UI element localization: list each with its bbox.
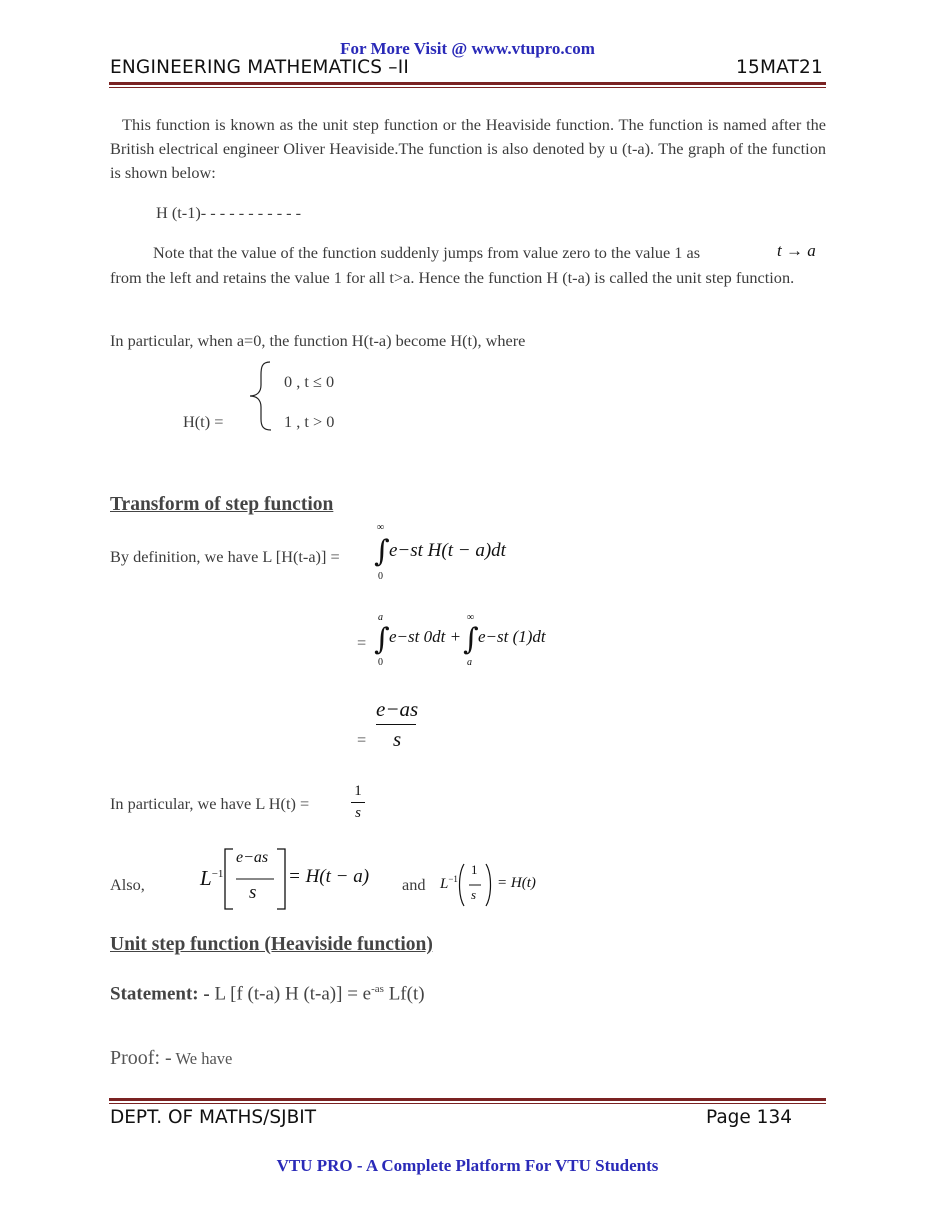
and-numerator: 1 bbox=[471, 862, 478, 877]
numerator: e−as bbox=[376, 697, 419, 721]
integral-sign: ∫ bbox=[374, 534, 390, 569]
ht-label: H(t) = bbox=[183, 412, 224, 431]
brace-icon bbox=[244, 359, 274, 433]
equation-2-part-1: e−st 0dt + bbox=[389, 627, 462, 646]
upper-limit: ∞ bbox=[467, 612, 475, 623]
fraction-bar bbox=[376, 724, 416, 725]
visit-link[interactable]: For More Visit @ www.vtupro.com bbox=[340, 39, 595, 58]
intro-paragraph: This function is known as the unit step function or the Heaviside function. The function is named after the British electrical engineer Oliver Heaviside.The function is also denoted by u (t-a). The graph of the function is shown below: bbox=[110, 115, 826, 182]
and-denominator: s bbox=[471, 887, 477, 902]
equation-2-part-2: e−st (1)dt bbox=[478, 627, 546, 646]
also-numerator: e−as bbox=[236, 849, 269, 866]
statement-label: Statement: - bbox=[110, 983, 210, 1005]
graph-label: H (t-1)- - - - - - - - - - - bbox=[156, 203, 302, 222]
platform-link[interactable]: VTU PRO - A Complete Platform For VTU Students bbox=[276, 1156, 659, 1175]
proof-label: Proof: - bbox=[110, 1047, 172, 1069]
equals-sign: = bbox=[357, 633, 367, 652]
integral-sign: ∫ bbox=[463, 622, 479, 657]
proof-text: We have bbox=[171, 1049, 233, 1068]
note-paragraph: from the left and retains the value 1 for all t>a. Hence the function H (t-a) is called the unit step function. bbox=[110, 268, 795, 287]
fraction-one-over-s bbox=[351, 783, 365, 822]
equation-1: e−st H(t − a)dt bbox=[389, 540, 506, 561]
denominator: s bbox=[355, 805, 361, 821]
fraction-e-as-over-s bbox=[376, 697, 418, 752]
definition-label: By definition, we have L [H(t-a)] = bbox=[110, 547, 340, 566]
note-line-1: Note that the value of the function suddenly jumps from value zero to the value 1 as bbox=[153, 243, 701, 262]
also-denominator: s bbox=[249, 882, 257, 903]
inverse-laplace-symbol: $L^{-1}$ bbox=[440, 874, 458, 892]
also-label: Also, bbox=[110, 875, 145, 894]
and-label: and bbox=[402, 875, 426, 894]
case-two: 1 , t > 0 bbox=[284, 412, 335, 431]
footer-department: DEPT. OF MATHS/SJBIT bbox=[110, 1107, 317, 1128]
footer-rule-thin bbox=[109, 1103, 826, 1104]
fraction-bar bbox=[351, 802, 365, 803]
denominator: s bbox=[392, 727, 402, 751]
numerator: 1 bbox=[354, 783, 362, 799]
particular-label: In particular, we have L H(t) = bbox=[110, 794, 310, 813]
integral-sign: ∫ bbox=[374, 622, 390, 657]
page-number: Page 134 bbox=[706, 1107, 792, 1128]
header-title: ENGINEERING MATHEMATICS –II bbox=[110, 57, 410, 78]
upper-limit: ∞ bbox=[377, 522, 385, 533]
section-heading-unit-step: Unit step function (Heaviside function) bbox=[110, 934, 433, 955]
inverse-laplace-symbol: $L^{-1}$ bbox=[200, 866, 224, 890]
footer-rule bbox=[109, 1098, 826, 1101]
header-rule bbox=[109, 82, 826, 85]
note-math: t → a bbox=[777, 241, 816, 260]
proof-line bbox=[110, 1047, 232, 1070]
equals-sign: = bbox=[357, 730, 367, 749]
section-heading-transform: Transform of step function bbox=[110, 494, 334, 515]
statement-text: L [f (t-a) H (t-a)] = e bbox=[214, 983, 372, 1005]
header-rule-thin bbox=[109, 87, 826, 88]
header-course-code: 15MAT21 bbox=[736, 57, 823, 78]
lower-limit: 0 bbox=[378, 657, 383, 668]
lower-limit: 0 bbox=[378, 571, 383, 582]
also-rhs: = H(t − a) bbox=[288, 866, 370, 887]
statement-line bbox=[110, 983, 425, 1005]
statement-end: Lf(t) bbox=[383, 983, 425, 1005]
particular-text: In particular, when a=0, the function H(t-a) become H(t), where bbox=[110, 331, 526, 350]
upper-limit: a bbox=[378, 612, 383, 623]
lower-limit: a bbox=[467, 657, 472, 668]
case-one: 0 , t ≤ 0 bbox=[284, 372, 335, 391]
and-rhs: = H(t) bbox=[497, 875, 536, 891]
statement-exponent: -as bbox=[371, 983, 384, 995]
